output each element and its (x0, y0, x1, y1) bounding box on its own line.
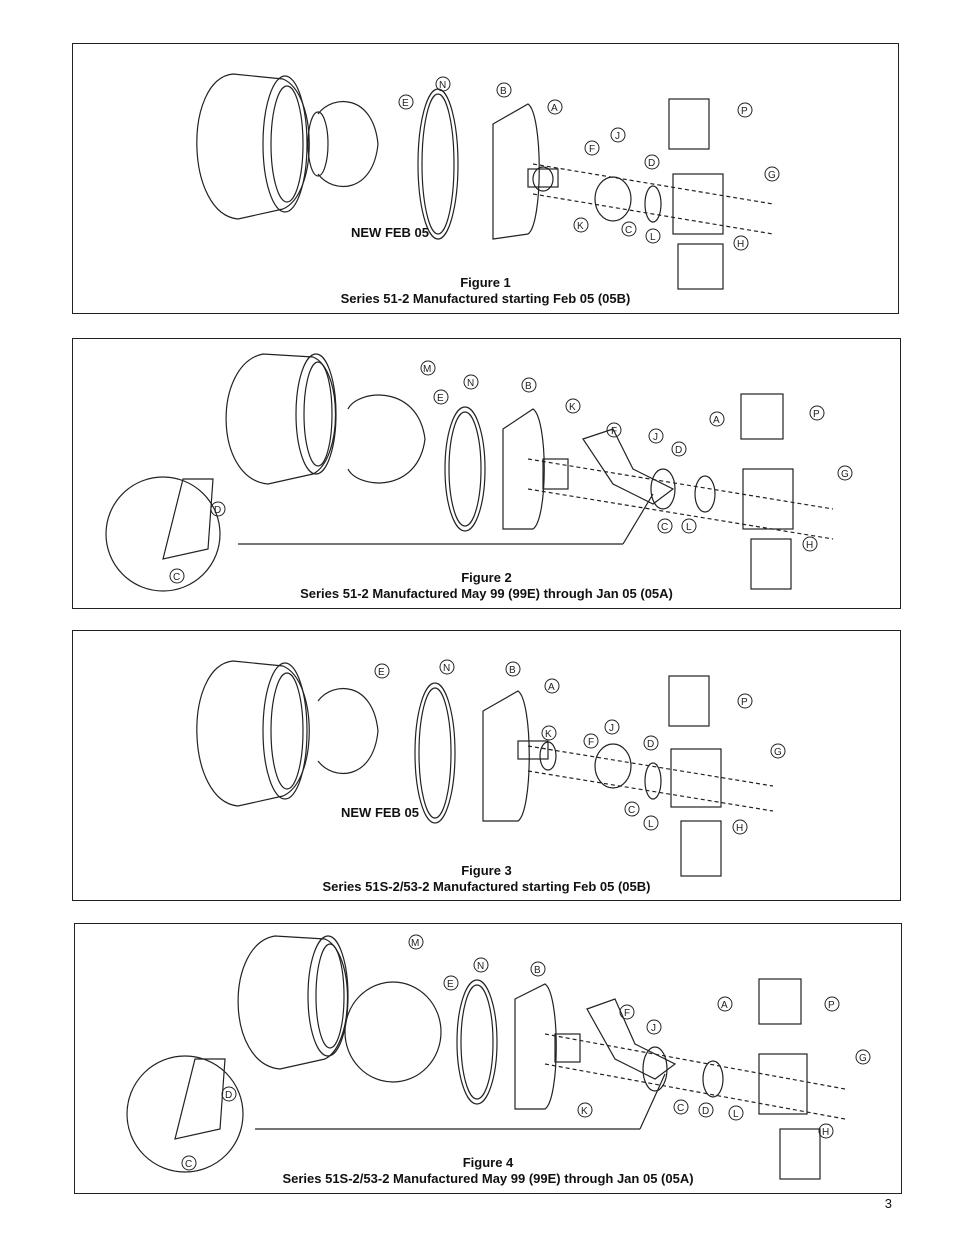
callout-n: N (467, 378, 475, 389)
callout-b: B (534, 965, 541, 976)
callout-b: B (525, 381, 532, 392)
figure-1-label: Figure 1 (460, 275, 511, 290)
callout-b: B (509, 665, 516, 676)
figure-4-label: Figure 4 (462, 1155, 514, 1170)
callout-d-inset: D (225, 1090, 233, 1101)
callout-e: E (402, 98, 409, 109)
callout-h: H (822, 1127, 830, 1138)
callout-p: P (741, 106, 748, 117)
callout-a: A (713, 415, 720, 426)
callout-f: F (611, 426, 618, 437)
callout-e: E (437, 393, 444, 404)
figure-1-title: Series 51-2 Manufactured starting Feb 05 (05B) (340, 291, 631, 306)
callout-l: L (686, 522, 692, 533)
callout-j: J (615, 131, 620, 142)
callout-a: A (548, 682, 555, 693)
callout-c: C (677, 1103, 685, 1114)
figure-2-label: Figure 2 (461, 570, 512, 585)
callout-g: G (841, 469, 849, 480)
callout-c-inset: C (173, 572, 181, 583)
figure-3-panel (72, 630, 901, 901)
figure-4-title: Series 51S-2/53-2 Manufactured May 99 (99E) through Jan 05 (05A) (282, 1171, 694, 1186)
figure-4-panel (74, 923, 902, 1194)
callout-l: L (648, 819, 654, 830)
callout-j: J (651, 1023, 656, 1034)
callout-l: L (650, 232, 656, 243)
callout-p: P (741, 697, 748, 708)
callout-f: F (589, 144, 596, 155)
callout-g: G (774, 747, 782, 758)
callout-d: D (675, 445, 683, 456)
callout-f: F (624, 1008, 631, 1019)
callout-c: C (625, 225, 633, 236)
callout-d: D (702, 1106, 710, 1117)
callout-e: E (378, 667, 385, 678)
callout-h: H (806, 540, 814, 551)
callout-n: N (439, 80, 447, 91)
callout-k: K (569, 402, 576, 413)
callout-g: G (859, 1053, 867, 1064)
callout-c-inset: C (185, 1159, 193, 1170)
callout-n: N (443, 663, 451, 674)
callout-m: M (423, 364, 432, 375)
callout-e: E (447, 979, 454, 990)
figure-3-note: NEW FEB 05 (341, 805, 420, 820)
callout-d: D (647, 739, 655, 750)
callout-c: C (661, 522, 669, 533)
callout-l: L (733, 1109, 739, 1120)
figure-1-panel (72, 43, 899, 314)
callout-d-inset: D (214, 505, 222, 516)
callout-k: K (581, 1106, 588, 1117)
callout-b: B (500, 86, 507, 97)
callout-a: A (721, 1000, 728, 1011)
callout-d: D (648, 158, 656, 169)
figure-2-panel (72, 338, 901, 609)
callout-m: M (411, 938, 420, 949)
callout-f: F (588, 737, 595, 748)
callout-h: H (736, 823, 744, 834)
figure-3-title: Series 51S-2/53-2 Manufactured starting Feb 05 (05B) (322, 879, 651, 894)
callout-n: N (477, 961, 485, 972)
figure-2-title: Series 51-2 Manufactured May 99 (99E) through Jan 05 (05A) (300, 586, 673, 601)
callout-h: H (737, 239, 745, 250)
callout-g: G (768, 170, 776, 181)
callout-j: J (653, 432, 658, 443)
callout-p: P (828, 1000, 835, 1011)
callout-k: K (545, 729, 552, 740)
callout-k: K (577, 221, 584, 232)
callout-c: C (628, 805, 636, 816)
callout-p: P (813, 409, 820, 420)
figure-3-drawing (73, 631, 902, 902)
figure-1-note: NEW FEB 05 (351, 225, 430, 240)
callout-j: J (609, 723, 614, 734)
figure-3-label: Figure 3 (461, 863, 512, 878)
callout-a: A (551, 103, 558, 114)
page-number: 3 (884, 1196, 892, 1211)
